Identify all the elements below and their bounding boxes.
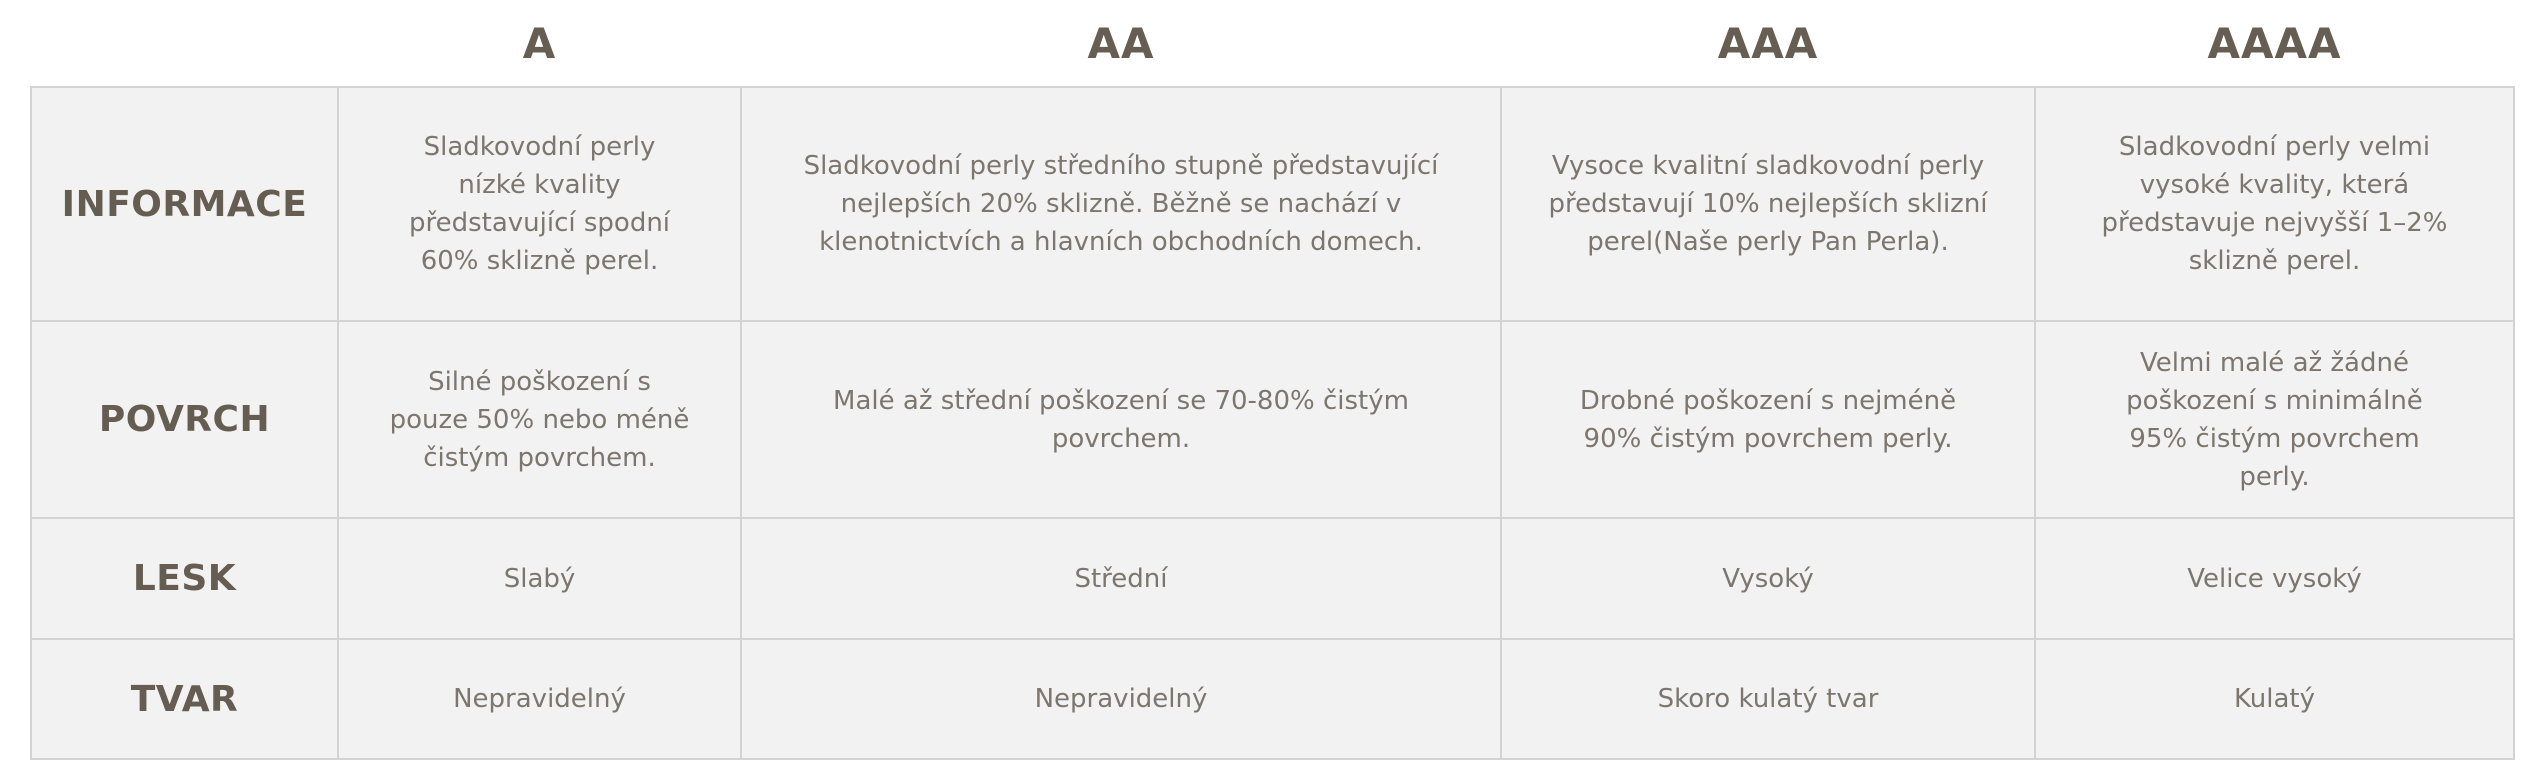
grade-header-aaa: AAA <box>1501 0 2035 87</box>
cell-tvar-aaaa: Kulatý <box>2035 639 2514 759</box>
table-row-lesk <box>31 518 2514 639</box>
table-row-povrch <box>31 321 2514 518</box>
cell-lesk-a: Slabý <box>338 518 741 639</box>
cell-lesk-aa: Střední <box>741 518 1501 639</box>
cell-lesk-aaaa: Velice vysoký <box>2035 518 2514 639</box>
cell-povrch-a: Silné poškození s pouze 50% nebo méně čistým povrchem. <box>338 321 741 518</box>
cell-lesk-aaa: Vysoký <box>1501 518 2035 639</box>
grade-header-aa: AA <box>741 0 1501 87</box>
cell-informace-aaaa: Sladkovodní perly velmi vysoké kvality, která představuje nejvyšší 1–2% sklizně perel. <box>2035 87 2514 321</box>
row-label-tvar: TVAR <box>31 639 338 759</box>
cell-tvar-a: Nepravidelný <box>338 639 741 759</box>
grade-table <box>30 0 2515 760</box>
table-row-tvar <box>31 639 2514 759</box>
grade-header-aaaa: AAAA <box>2035 0 2514 87</box>
row-label-lesk: LESK <box>31 518 338 639</box>
grade-header-row <box>31 0 2514 87</box>
cell-informace-aa: Sladkovodní perly středního stupně představující nejlepších 20% sklizně. Běžně se nachází v klenotnictvích a hlavních obchodních domech. <box>741 87 1501 321</box>
cell-informace-aaa: Vysoce kvalitní sladkovodní perly představují 10% nejlepších sklizní perel(Naše perly Pan Perla). <box>1501 87 2035 321</box>
row-label-povrch: POVRCH <box>31 321 338 518</box>
cell-informace-a: Sladkovodní perly nízké kvality představující spodní 60% sklizně perel. <box>338 87 741 321</box>
cell-tvar-aa: Nepravidelný <box>741 639 1501 759</box>
header-corner <box>31 0 338 87</box>
cell-tvar-aaa: Skoro kulatý tvar <box>1501 639 2035 759</box>
cell-povrch-aaaa: Velmi malé až žádné poškození s minimálně 95% čistým povrchem perly. <box>2035 321 2514 518</box>
table-row-informace <box>31 87 2514 321</box>
grade-header-a: A <box>338 0 741 87</box>
cell-povrch-aaa: Drobné poškození s nejméně 90% čistým povrchem perly. <box>1501 321 2035 518</box>
cell-povrch-aa: Malé až střední poškození se 70-80% čistým povrchem. <box>741 321 1501 518</box>
row-label-informace: INFORMACE <box>31 87 338 321</box>
